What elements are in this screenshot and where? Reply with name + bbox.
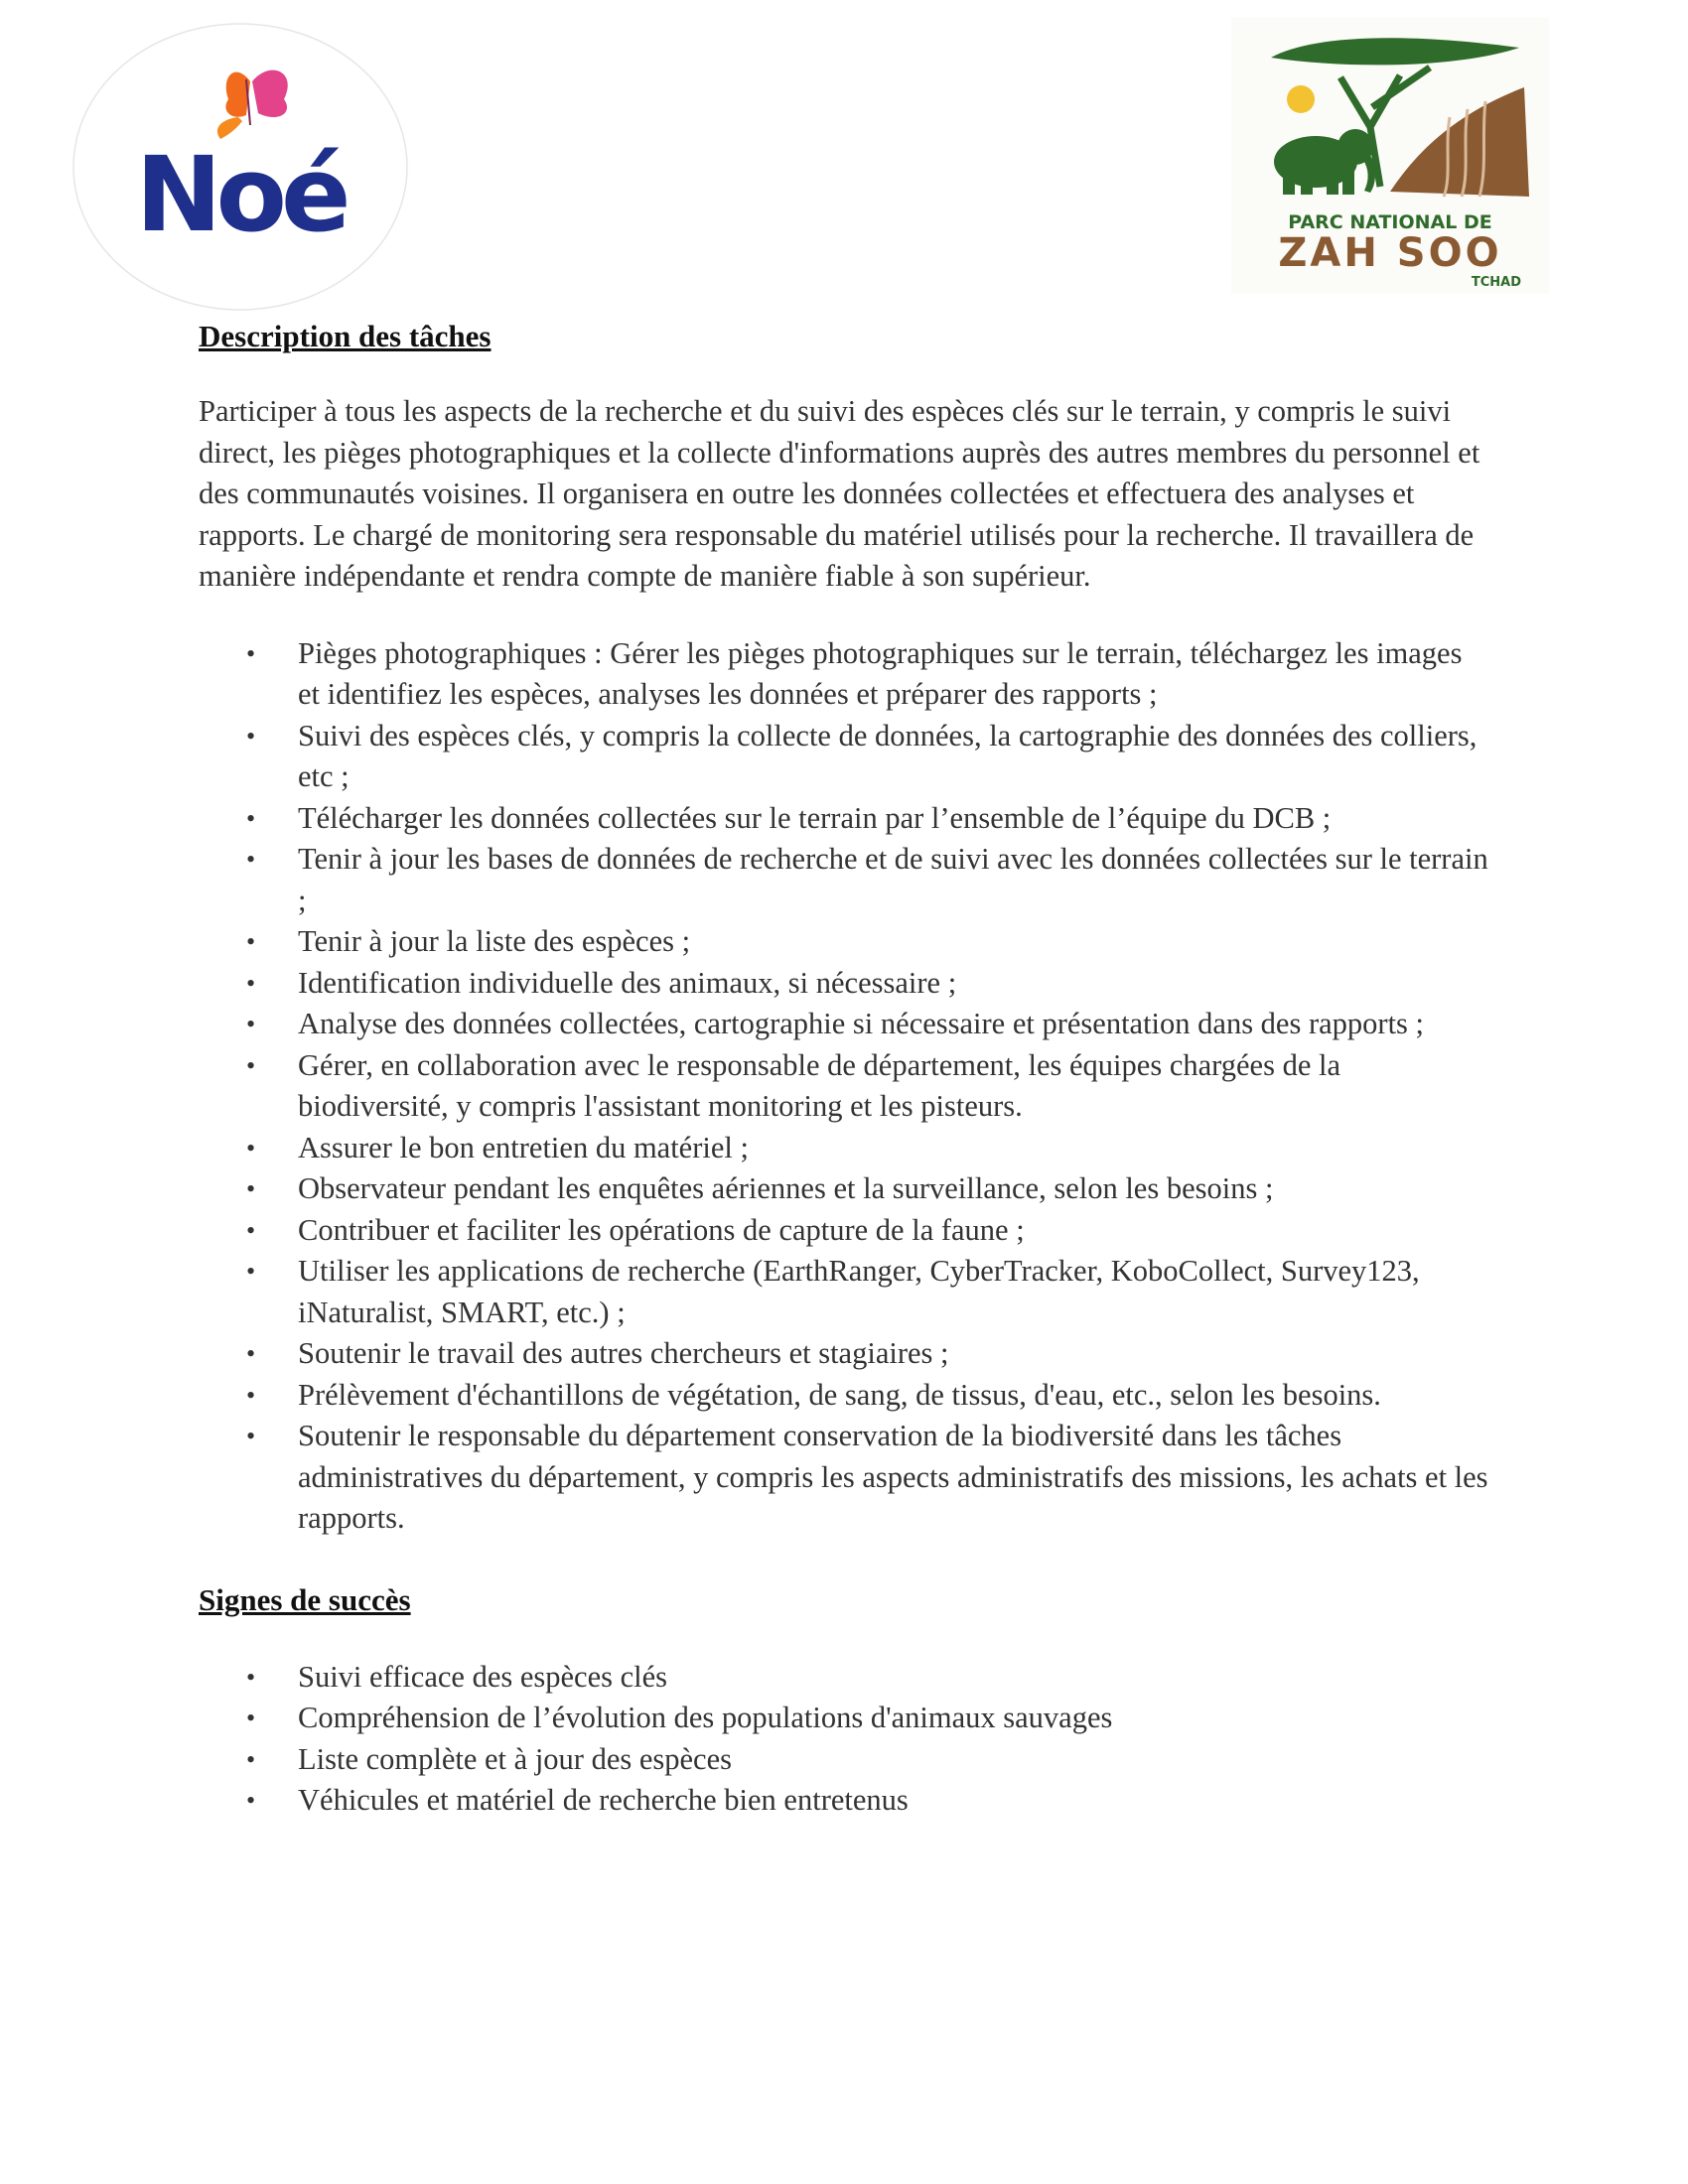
list-item: • Utiliser les applications de recherche (EarthRanger, CyberTracker, KoboCollect, Survey123, iNaturalist, SMART, etc.) ; [199, 1251, 1489, 1333]
noe-logo [71, 22, 409, 312]
list-item: • Télécharger les données collectées sur le terrain par l’ensemble de l’équipe du DCB ; [199, 798, 1489, 840]
svg-text:ZAH SOO: ZAH SOO [1278, 230, 1502, 276]
sun-icon [1287, 85, 1315, 113]
list-item: • Pièges photographiques : Gérer les pièges photographiques sur le terrain, téléchargez les images et identifiez les espèces, analyses les données et préparer des rapports ; [199, 633, 1489, 716]
svg-text:TCHAD: TCHAD [1471, 275, 1521, 290]
tasks-list [199, 633, 1489, 1540]
list-item: • Suivi des espèces clés, y compris la collecte de données, la cartographie des données des colliers, etc ; [199, 716, 1489, 798]
list-item: • Tenir à jour la liste des espèces ; [199, 921, 1489, 963]
svg-text:PARC NATIONAL DE: PARC NATIONAL DE [1288, 211, 1492, 233]
list-item: • Compréhension de l’évolution des populations d'animaux sauvages [199, 1698, 1489, 1739]
section-heading-success: Signes de succès [199, 1581, 411, 1617]
list-item: • Prélèvement d'échantillons de végétation, de sang, de tissus, d'eau, etc., selon les besoins. [199, 1375, 1489, 1417]
list-item: • Soutenir le travail des autres chercheurs et stagiaires ; [199, 1333, 1489, 1375]
list-item: • Suivi efficace des espèces clés [199, 1657, 1489, 1699]
tasks-paragraph: Participer à tous les aspects de la recherche et du suivi des espèces clés sur le terrain, y compris le suivi direct, les pièges photographiques et la collecte d'informations auprès des autres membres du personnel et des communautés voisines. Il organisera en outre les données collectées et effectuera des analyses et rapports. Le chargé de monitoring sera responsable du matériel utilisés pour la recherche. Il travaillera de manière indépendante et rendra compte de manière fiable à son supérieur. [199, 394, 1480, 593]
list-item: • Liste complète et à jour des espèces [199, 1739, 1489, 1781]
list-item: • Véhicules et matériel de recherche bien entretenus [199, 1780, 1489, 1822]
zah-soo-logo [1231, 18, 1549, 294]
success-list [199, 1657, 1489, 1822]
section-heading-tasks: Description des tâches [199, 319, 492, 353]
list-item: • Contribuer et faciliter les opérations de capture de la faune ; [199, 1210, 1489, 1252]
list-item: • Observateur pendant les enquêtes aériennes et la surveillance, selon les besoins ; [199, 1168, 1489, 1210]
list-item: • Tenir à jour les bases de données de recherche et de suivi avec les données collectées sur le terrain ; [199, 839, 1489, 921]
list-item: • Assurer le bon entretien du matériel ; [199, 1128, 1489, 1169]
svg-text:Noé: Noé [135, 134, 346, 255]
list-item: • Gérer, en collaboration avec le responsable de département, les équipes chargées de la biodiversité, y compris l'assistant monitoring et les pisteurs. [199, 1045, 1489, 1128]
list-item: • Analyse des données collectées, cartographie si nécessaire et présentation dans des rapports ; [199, 1004, 1489, 1045]
list-item: • Soutenir le responsable du département conservation de la biodiversité dans les tâches administratives du département, y compris les aspects administratifs des missions, les achats et les rapports. [199, 1416, 1489, 1540]
document-body [199, 316, 1489, 1822]
list-item: • Identification individuelle des animaux, si nécessaire ; [199, 963, 1489, 1005]
